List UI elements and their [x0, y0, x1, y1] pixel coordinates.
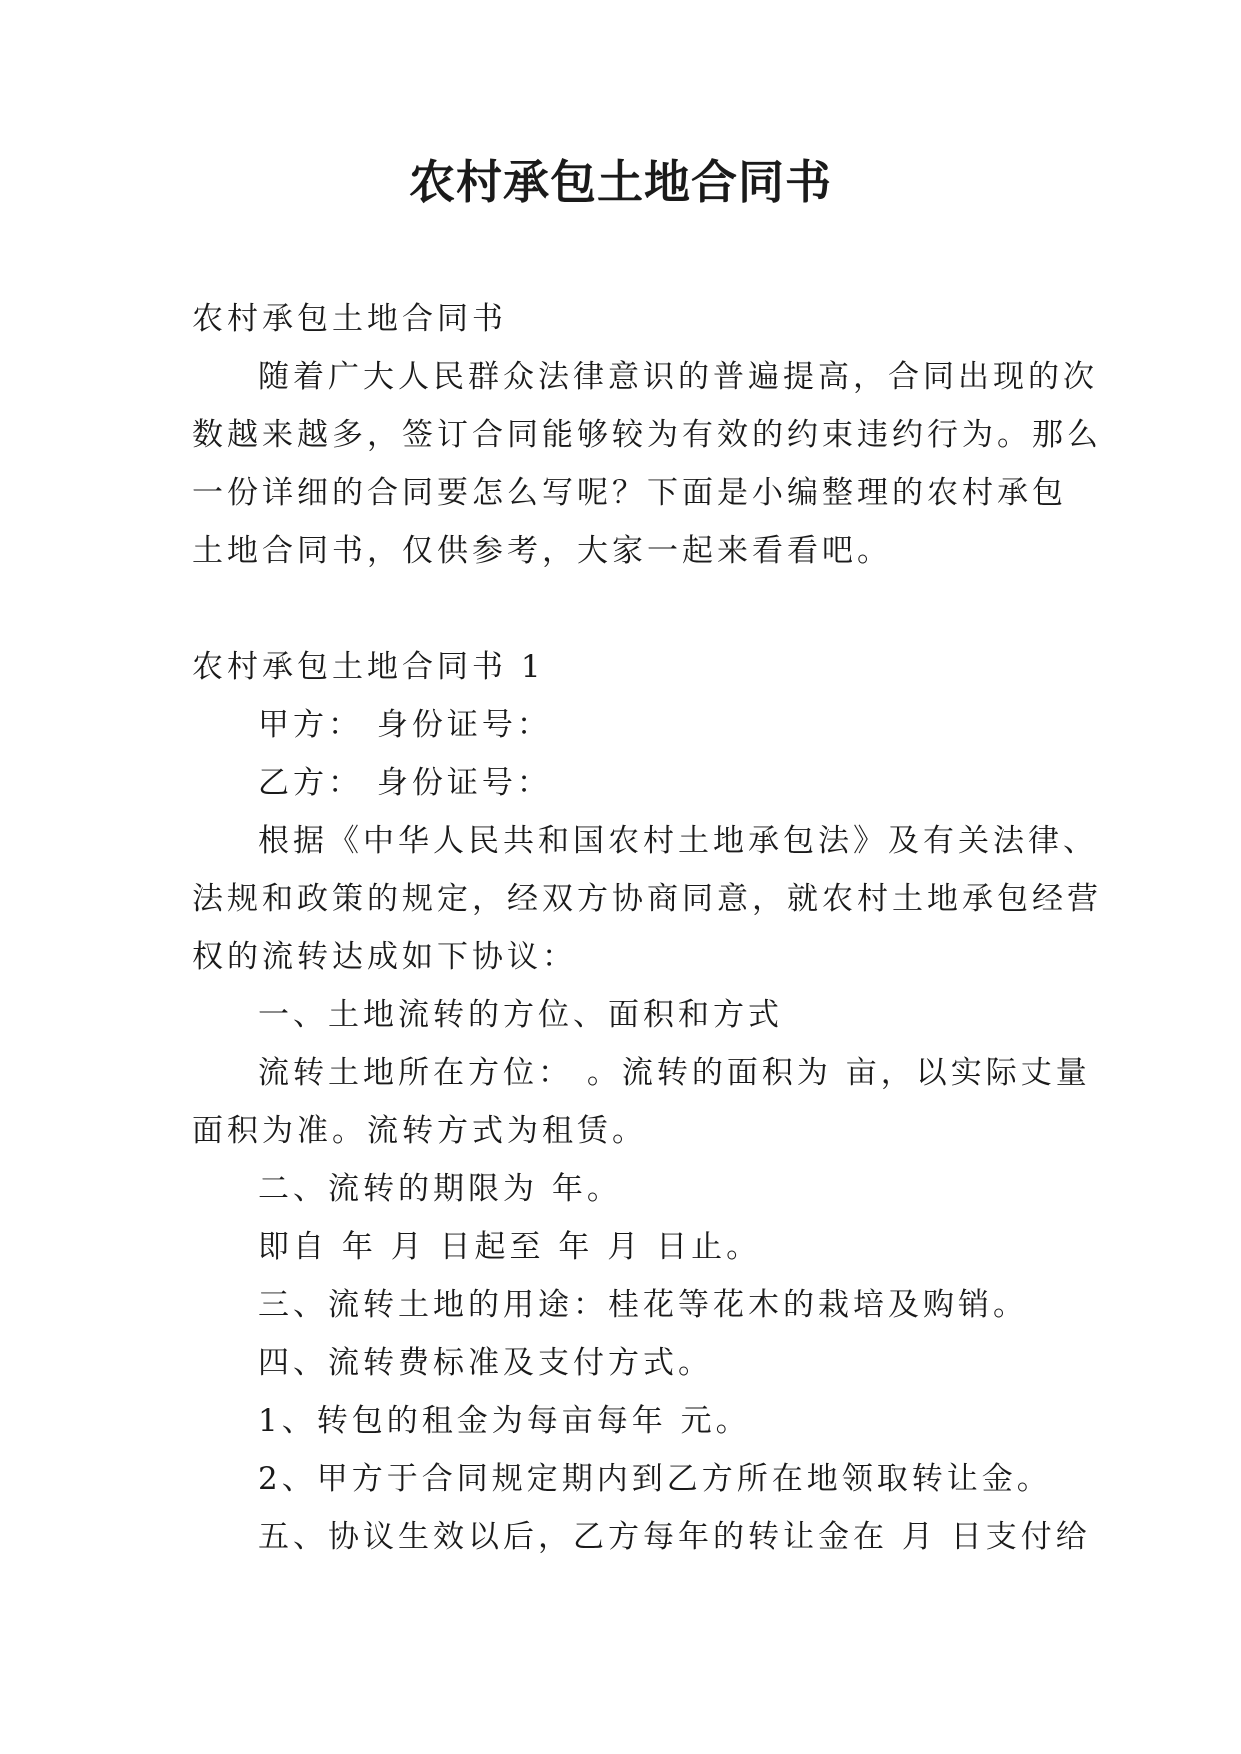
basis-line-1: 根据《中华人民共和国农村土地承包法》及有关法律、: [258, 823, 1098, 859]
clause-4-title: 四、流转费标准及支付方式。: [258, 1345, 713, 1381]
intro-line-3: 一份详细的合同要怎么写呢？下面是小编整理的农村承包: [192, 475, 1067, 511]
clause-1-line-2: 面积为准。流转方式为租赁。: [192, 1113, 647, 1149]
document-body: [192, 290, 1102, 1566]
party-a-line: 甲方： 身份证号：: [258, 707, 552, 743]
clause-4-item-2: 2、甲方于合同规定期内到乙方所在地领取转让金。: [258, 1461, 1052, 1497]
intro-line-2: 数越来越多，签订合同能够较为有效的约束违约行为。那么: [192, 417, 1102, 453]
clause-1-line-1: 流转土地所在方位： 。流转的面积为 亩，以实际丈量: [258, 1055, 1091, 1091]
intro-line-1: 随着广大人民群众法律意识的普遍提高，合同出现的次: [258, 359, 1098, 395]
section-heading: 农村承包土地合同书 1: [192, 649, 545, 685]
document-heading: 农村承包土地合同书: [192, 301, 507, 337]
party-b-line: 乙方： 身份证号：: [258, 765, 552, 801]
paragraph-gap: [192, 580, 1062, 638]
document-title: 农村承包土地合同书: [409, 155, 832, 209]
basis-line-2: 法规和政策的规定，经双方协商同意，就农村土地承包经营: [192, 881, 1102, 917]
clause-3: 三、流转土地的用途：桂花等花木的栽培及购销。: [258, 1287, 1028, 1323]
basis-line-3: 权的流转达成如下协议：: [192, 939, 577, 975]
clause-2-title: 二、流转的期限为 年。: [258, 1171, 622, 1207]
clause-1-title: 一、土地流转的方位、面积和方式: [258, 997, 783, 1033]
clause-2-detail: 即自 年 月 日起至 年 月 日止。: [258, 1229, 762, 1265]
clause-5: 五、协议生效以后，乙方每年的转让金在 月 日支付给: [258, 1519, 1091, 1555]
intro-line-4: 土地合同书，仅供参考，大家一起来看看吧。: [192, 533, 892, 569]
clause-4-item-1: 1、转包的租金为每亩每年 元。: [258, 1403, 751, 1439]
